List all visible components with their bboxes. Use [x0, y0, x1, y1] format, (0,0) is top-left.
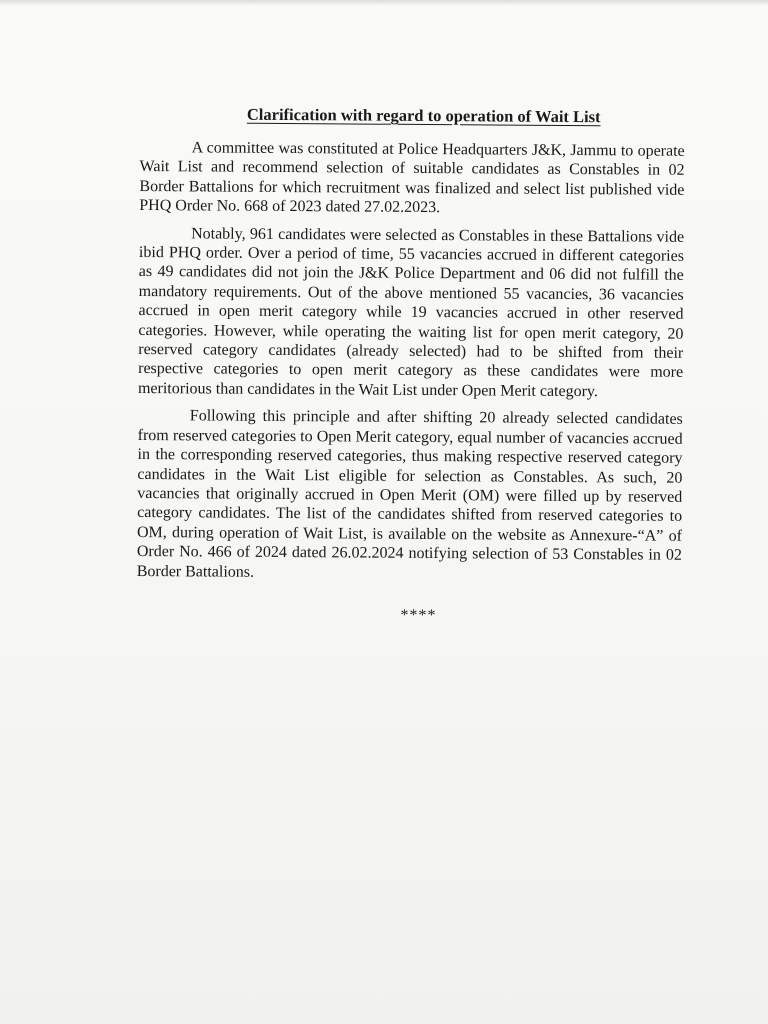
end-mark: ****	[400, 606, 437, 625]
paragraph-3: Following this principle and after shifting 20 already selected candidates from reserved categories to Open Merit category, equal number of vacancies accrued in the corresponding reserved categories, thus making respective reserved category candidates in the Wait List eligible for selection as Constables. As such, 20 vacancies that originally accrued in Open Merit (OM) were filled up by reserved category candidates. The list of the candidates shifted from reserved categories to OM, during operation of Wait List, is available on the website as Annexure-“A” of Order No. 466 of 2024 dated 26.02.2024 notifying selection of 53 Constables in 02 Border Battalions.	[136, 407, 683, 581]
page-top-edge	[0, 0, 768, 6]
paragraph-2: Notably, 961 candidates were selected as Constables in these Battalions vide ibid PHQ order. Over a period of time, 55 vacancies accrued in different categories as 49 candidates did not join the J&K Police Department and 06 did not fulfill the mandatory requirements. Out of the above mentioned 55 vacancies, 36 vacancies accrued in open merit category while 19 vacancies accrued in other reserved categories. However, while operating the waiting list for open merit category, 20 reserved category candidates (already selected) had to be shifted from their respective categories to open merit category as these candidates were more meritorious than candidates in the Wait List under Open Merit category.	[137, 224, 685, 401]
paragraph-1: A committee was constituted at Police Headquarters J&K, Jammu to operate Wait List and recommend selection of suitable candidates as Constables in 02 Border Battalions for which recruitment was finalized and select list published vide PHQ Order No. 668 of 2023 dated 27.02.2023.	[139, 139, 685, 217]
document-title: Clarification with regard to operation of Wait List	[246, 104, 601, 127]
document-body	[136, 104, 685, 627]
